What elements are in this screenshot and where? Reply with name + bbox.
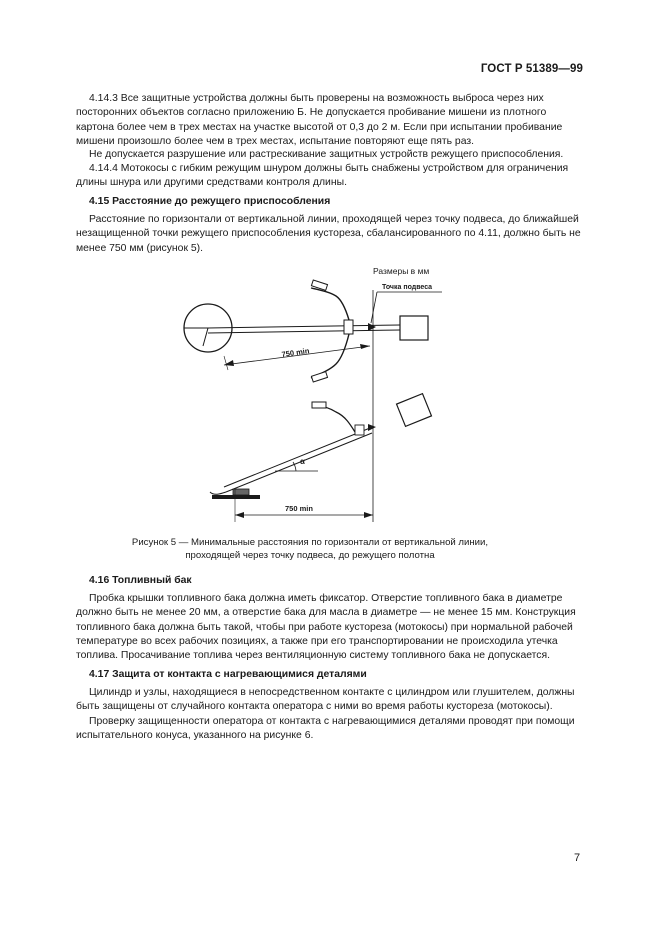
engine-side — [397, 394, 432, 427]
paragraph-4-17a: Цилиндр и узлы, находящиеся в непосредственном контакте с цилиндром или глушителем, должны быть защищены от случайного контакта оператора с ними во время работы кустореза (мотокосы). — [76, 687, 575, 713]
paragraph-4-14-3-cont: Не допускается разрушение или растрескивание защитных устройств режущего приспособления. — [89, 149, 564, 160]
figure-5-diagram — [170, 260, 470, 530]
heading-4-16: 4.16 Топливный бак — [89, 575, 192, 586]
figure-caption-line2: проходящей через точку подвеса, до режущего полотна — [185, 550, 435, 561]
heading-4-17: 4.17 Защита от контакта с нагревающимися деталями — [89, 669, 367, 680]
paragraph-4-16: Пробка крышки топливного бака должна иметь фиксатор. Отверстие топливного бака в диаметре должно быть не менее 20 мм, а отверстие бака для масла в диаметре — не менее 15 мм. Конструкция топливного бака должна быть такой, чтобы при работе кустореза (мотокосы) при нормальной рабочей температуре во всех рабочих позициях, а также при его транспортировании не происходила утечка топлива. Просачивание топлива через вентиляционную систему топливного бака не допускается. — [76, 593, 576, 662]
engine-top — [400, 316, 428, 340]
document-code: ГОСТ Р 51389—99 — [480, 63, 583, 75]
units-note: Размеры в мм — [373, 266, 430, 276]
paragraph-4-17b: Проверку защищенности оператора от контакта с нагревающимися деталями проводят при помощи испытательного конуса, указанного на рисунке 6. — [76, 716, 575, 742]
paragraph-4-14-4: 4.14.4 Мотокосы с гибким режущим шнуром должны быть снабжены устройством для ограничения длины шнура или другими средствами контроля длины. — [76, 163, 569, 189]
page-number: 7 — [574, 852, 581, 864]
dimension-top: 750 min — [281, 346, 310, 359]
heading-4-15: 4.15 Расстояние до режущего приспособления — [89, 196, 331, 207]
paragraph-4-15: Расстояние по горизонтали от вертикальной линии, проходящей через точку подвеса, до ближайшей незащищенной точки режущего приспособления кустореза, сбалансированного по 4.11, должно быть не менее 750 мм (рисунок 5). — [76, 214, 581, 254]
figure-caption-line1: Рисунок 5 — Минимальные расстояния по горизонтали от вертикальной линии, — [131, 537, 489, 548]
suspension-point-label: Точка подвеса — [382, 284, 433, 291]
dimension-bottom: 750 min — [285, 504, 313, 513]
angle-alpha-label: α — [300, 457, 305, 466]
paragraph-4-14-3: 4.14.3 Все защитные устройства должны быть проверены на возможность выброса через них посторонних объектов согласно приложению Б. Не допускается пробивание мишени из плотного картона более чем в трех местах на участке высотой от 0,3 до 2 м. Если при испытании пробивание мишени произошло более чем в трех местах, испытание повторяют еще пять раз. — [76, 93, 563, 147]
